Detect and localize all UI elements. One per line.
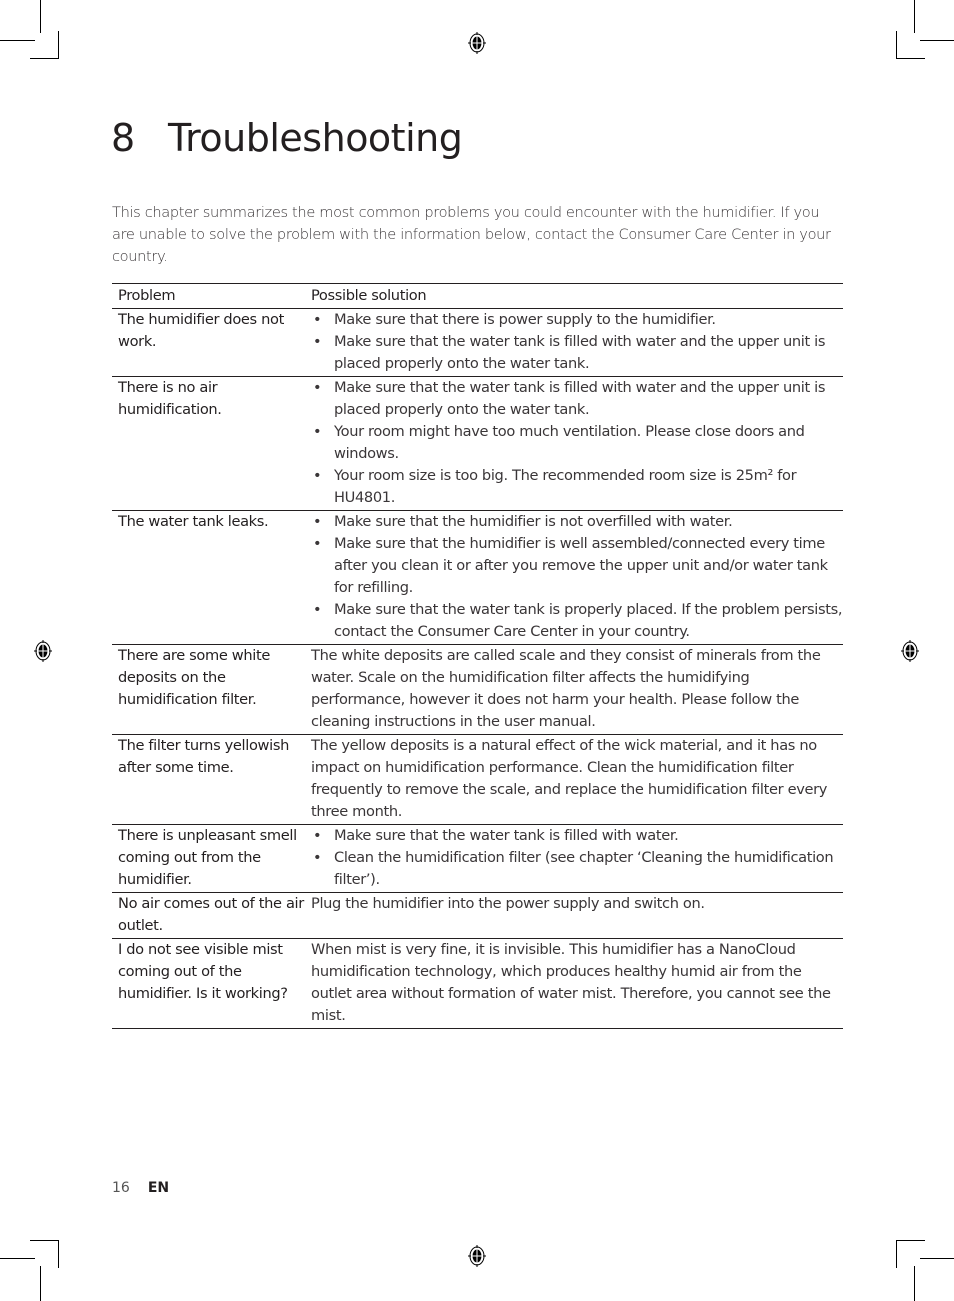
problem-cell: The water tank leaks. xyxy=(112,511,311,645)
solution-cell: The yellow deposits is a natural effect of the wick material, and it has no impact on humidification performance. Clean the humidification filter frequently to remove the scale, and replace the humidification filter every three month. xyxy=(311,735,843,825)
page-footer xyxy=(112,1180,169,1196)
crop-mark-bl-v xyxy=(40,1266,41,1301)
table-row xyxy=(112,825,843,893)
registration-mark-icon xyxy=(468,32,486,54)
problem-cell: The filter turns yellowish after some time. xyxy=(112,735,311,825)
chapter-title: Troubleshooting xyxy=(168,116,463,160)
crop-mark-br-h xyxy=(920,1258,954,1259)
solution-item: • Make sure that the water tank is filled with water and the upper unit is placed properly onto the water tank. xyxy=(311,377,843,421)
problem-cell: There is no air humidification. xyxy=(112,377,311,511)
crop-mark-br-v2 xyxy=(896,1240,897,1268)
crop-mark-tr-h xyxy=(920,40,954,41)
table-row xyxy=(112,645,843,735)
solution-item: • Make sure that the water tank is properly placed. If the problem persists, contact the Consumer Care Center in your country. xyxy=(311,599,843,643)
registration-mark-icon xyxy=(468,1245,486,1267)
chapter-number: 8 xyxy=(111,116,135,160)
problem-cell: The humidifier does not work. xyxy=(112,309,311,377)
solution-cell xyxy=(311,825,843,893)
problem-cell: No air comes out of the air outlet. xyxy=(112,893,311,939)
problem-cell: I do not see visible mist coming out of the humidifier. Is it working? xyxy=(112,939,311,1029)
problem-cell: There are some white deposits on the humidification filter. xyxy=(112,645,311,735)
solution-list xyxy=(311,511,843,643)
language-code: EN xyxy=(147,1180,170,1196)
chapter-heading xyxy=(111,112,462,164)
table-row xyxy=(112,377,843,511)
solution-item: • Make sure that the humidifier is not overfilled with water. xyxy=(311,511,843,533)
crop-mark-tl-v2 xyxy=(58,31,59,59)
crop-mark-bl-h xyxy=(0,1258,35,1259)
problem-cell: There is unpleasant smell coming out from the humidifier. xyxy=(112,825,311,893)
solution-cell xyxy=(311,511,843,645)
crop-mark-tl-h2 xyxy=(30,58,59,59)
table-row xyxy=(112,735,843,825)
column-header-problem: Problem xyxy=(112,284,311,309)
solution-item: • Make sure that the water tank is filled with water and the upper unit is placed properly onto the water tank. xyxy=(311,331,843,375)
solution-item: • Make sure that the humidifier is well assembled/connected every time after you clean it or after you remove the upper unit and/or water tank for refilling. xyxy=(311,533,843,599)
table-row xyxy=(112,893,843,939)
solution-item: • Your room size is too big. The recommended room size is 25m² for HU4801. xyxy=(311,465,843,509)
solution-cell xyxy=(311,309,843,377)
table-row xyxy=(112,511,843,645)
crop-mark-tr-v xyxy=(914,0,915,33)
page-number: 16 xyxy=(112,1180,130,1196)
intro-paragraph: This chapter summarizes the most common problems you could encounter with the humidifier. If you are unable to solve the problem with the information below, contact the Consumer Care Center in your country. xyxy=(112,204,831,265)
table-header-row xyxy=(112,284,843,309)
solution-cell xyxy=(311,377,843,511)
registration-mark-icon xyxy=(34,640,52,662)
crop-mark-br-v xyxy=(914,1266,915,1301)
column-header-solution: Possible solution xyxy=(311,284,843,309)
crop-mark-tl-v xyxy=(40,0,41,33)
crop-mark-bl-h2 xyxy=(30,1240,59,1241)
crop-mark-tr-h2 xyxy=(896,58,925,59)
solution-item: • Your room might have too much ventilation. Please close doors and windows. xyxy=(311,421,843,465)
registration-mark-icon xyxy=(901,640,919,662)
solution-list xyxy=(311,825,843,891)
crop-mark-tl-h xyxy=(0,40,35,41)
solution-list xyxy=(311,309,843,375)
crop-mark-bl-v2 xyxy=(58,1240,59,1268)
solution-cell: When mist is very fine, it is invisible. This humidifier has a NanoCloud humidification technology, which produces healthy humid air from the outlet area without formation of water mist. Therefore, you cannot see the mist. xyxy=(311,939,843,1029)
solution-item: • Make sure that there is power supply to the humidifier. xyxy=(311,309,843,331)
solution-item: • Clean the humidification filter (see chapter ‘Cleaning the humidification filter’). xyxy=(311,847,843,891)
solution-list xyxy=(311,377,843,509)
solution-cell: Plug the humidifier into the power supply and switch on. xyxy=(311,893,843,939)
solution-cell: The white deposits are called scale and they consist of minerals from the water. Scale on the humidification filter affects the humidifying performance, however it does not harm your health. Please follow the cleaning instructions in the user manual. xyxy=(311,645,843,735)
solution-item: • Make sure that the water tank is filled with water. xyxy=(311,825,843,847)
table-row xyxy=(112,309,843,377)
troubleshooting-table xyxy=(112,283,843,1029)
crop-mark-tr-v2 xyxy=(896,31,897,59)
crop-mark-br-h2 xyxy=(896,1240,925,1241)
table-row xyxy=(112,939,843,1029)
